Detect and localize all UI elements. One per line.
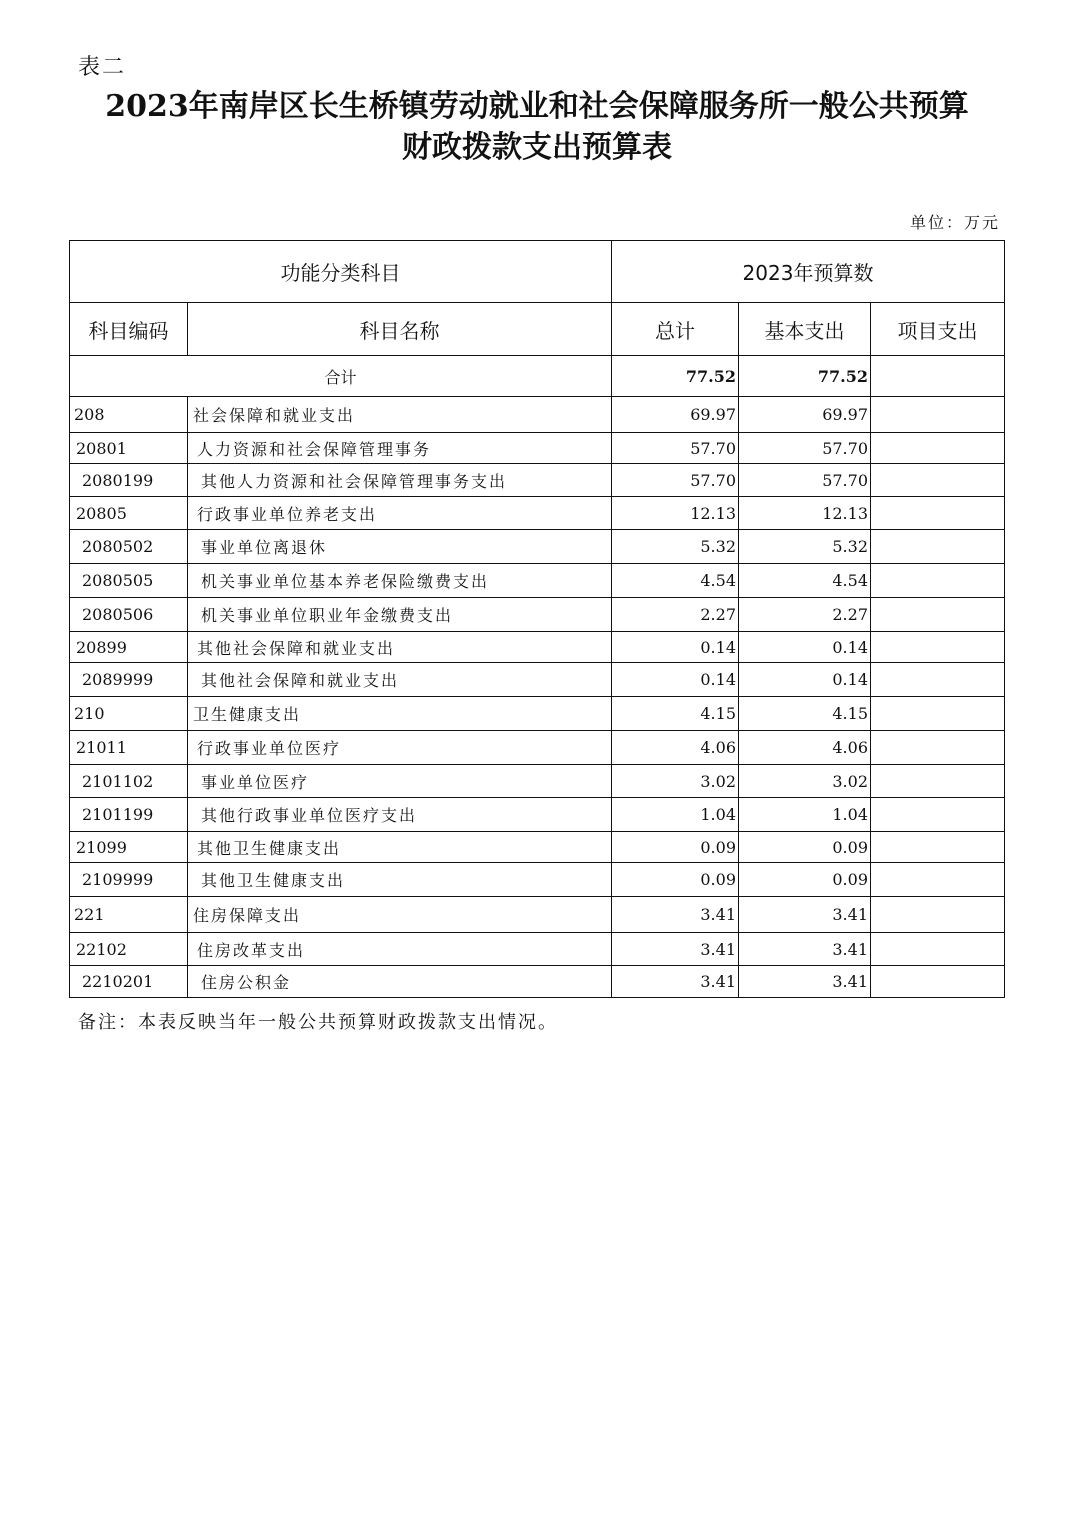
row-name: 卫生健康支出: [188, 697, 612, 731]
row-name: 住房改革支出: [188, 933, 612, 966]
row-basic: 5.32: [739, 530, 871, 564]
column-header-project: 项目支出: [871, 303, 1005, 356]
row-code: 20801: [70, 433, 188, 464]
row-code: 2080506: [70, 598, 188, 632]
table-body: [70, 397, 1005, 998]
table-row: [70, 433, 1005, 464]
column-header-code: 科目编码: [70, 303, 188, 356]
row-code: 221: [70, 897, 188, 933]
row-code: 21099: [70, 832, 188, 863]
row-project: [871, 397, 1005, 433]
row-basic: 3.02: [739, 765, 871, 798]
row-name: 事业单位医疗: [188, 765, 612, 798]
row-project: [871, 966, 1005, 998]
row-total: 4.06: [612, 731, 739, 765]
table-row: [70, 798, 1005, 832]
row-basic: 3.41: [739, 966, 871, 998]
row-basic: 4.54: [739, 564, 871, 598]
row-project: [871, 433, 1005, 464]
row-total: 0.14: [612, 632, 739, 663]
row-project: [871, 663, 1005, 697]
row-total: 69.97: [612, 397, 739, 433]
row-project: [871, 530, 1005, 564]
row-project: [871, 863, 1005, 897]
row-total: 3.41: [612, 933, 739, 966]
row-total: 3.41: [612, 966, 739, 998]
row-name: 住房公积金: [188, 966, 612, 998]
row-total: 2.27: [612, 598, 739, 632]
row-name: 其他行政事业单位医疗支出: [188, 798, 612, 832]
row-code: 20805: [70, 497, 188, 530]
row-basic: 3.41: [739, 897, 871, 933]
row-code: 2089999: [70, 663, 188, 697]
row-name: 其他卫生健康支出: [188, 832, 612, 863]
total-basic: 77.52: [739, 356, 871, 397]
column-header-basic: 基本支出: [739, 303, 871, 356]
row-code: 20899: [70, 632, 188, 663]
row-total: 5.32: [612, 530, 739, 564]
row-basic: 0.09: [739, 863, 871, 897]
row-name: 其他社会保障和就业支出: [188, 663, 612, 697]
row-name: 行政事业单位医疗: [188, 731, 612, 765]
row-project: [871, 632, 1005, 663]
row-basic: 57.70: [739, 433, 871, 464]
footnote: 备注：本表反映当年一般公共预算财政拨款支出情况。: [78, 1012, 558, 1033]
column-header-total: 总计: [612, 303, 739, 356]
row-total: 0.09: [612, 863, 739, 897]
column-header-row: [70, 303, 1005, 356]
table-row: [70, 765, 1005, 798]
budget-table: [69, 240, 1005, 998]
row-total: 0.14: [612, 663, 739, 697]
row-project: [871, 933, 1005, 966]
row-code: 2080505: [70, 564, 188, 598]
table-row: [70, 663, 1005, 697]
row-project: [871, 798, 1005, 832]
row-total: 1.04: [612, 798, 739, 832]
row-project: [871, 697, 1005, 731]
table-row: [70, 863, 1005, 897]
row-name: 人力资源和社会保障管理事务: [188, 433, 612, 464]
row-code: 2101102: [70, 765, 188, 798]
group-header-budget: 2023年预算数: [612, 241, 1005, 303]
row-total: 4.54: [612, 564, 739, 598]
table-row: [70, 397, 1005, 433]
row-basic: 0.09: [739, 832, 871, 863]
table-row: [70, 632, 1005, 663]
row-name: 机关事业单位基本养老保险缴费支出: [188, 564, 612, 598]
row-basic: 57.70: [739, 464, 871, 497]
row-project: [871, 832, 1005, 863]
row-total: 57.70: [612, 464, 739, 497]
total-total: 77.52: [612, 356, 739, 397]
row-basic: 69.97: [739, 397, 871, 433]
table-row: [70, 598, 1005, 632]
row-total: 0.09: [612, 832, 739, 863]
row-project: [871, 497, 1005, 530]
row-total: 3.41: [612, 897, 739, 933]
row-basic: 4.06: [739, 731, 871, 765]
table-row: [70, 832, 1005, 863]
row-name: 事业单位离退休: [188, 530, 612, 564]
table-row: [70, 933, 1005, 966]
row-name: 其他卫生健康支出: [188, 863, 612, 897]
row-project: [871, 897, 1005, 933]
unit-label: 单位：万元: [909, 213, 1000, 232]
row-name: 行政事业单位养老支出: [188, 497, 612, 530]
row-name: 其他社会保障和就业支出: [188, 632, 612, 663]
row-code: 2080502: [70, 530, 188, 564]
row-basic: 2.27: [739, 598, 871, 632]
row-code: 208: [70, 397, 188, 433]
page-title-line2: 财政拨款支出预算表: [402, 130, 672, 165]
page-title-line1: 2023年南岸区长生桥镇劳动就业和社会保障服务所一般公共预算: [105, 89, 969, 124]
row-project: [871, 765, 1005, 798]
row-code: 2210201: [70, 966, 188, 998]
row-project: [871, 598, 1005, 632]
row-code: 2101199: [70, 798, 188, 832]
column-header-name: 科目名称: [188, 303, 612, 356]
table-row: [70, 564, 1005, 598]
row-name: 社会保障和就业支出: [188, 397, 612, 433]
row-code: 21011: [70, 731, 188, 765]
total-project: [871, 356, 1005, 397]
group-header-row: [70, 241, 1005, 303]
row-basic: 4.15: [739, 697, 871, 731]
row-basic: 3.41: [739, 933, 871, 966]
row-basic: 1.04: [739, 798, 871, 832]
row-name: 其他人力资源和社会保障管理事务支出: [188, 464, 612, 497]
total-row: [70, 356, 1005, 397]
row-basic: 0.14: [739, 663, 871, 697]
table-row: [70, 530, 1005, 564]
row-basic: 12.13: [739, 497, 871, 530]
total-label: 合计: [70, 356, 612, 397]
row-basic: 0.14: [739, 632, 871, 663]
row-total: 4.15: [612, 697, 739, 731]
row-name: 机关事业单位职业年金缴费支出: [188, 598, 612, 632]
row-project: [871, 731, 1005, 765]
table-number-label: 表二: [78, 55, 127, 80]
table-row: [70, 497, 1005, 530]
row-project: [871, 564, 1005, 598]
group-header-functional: 功能分类科目: [70, 241, 612, 303]
row-total: 57.70: [612, 433, 739, 464]
row-code: 210: [70, 697, 188, 731]
table-row: [70, 966, 1005, 998]
row-total: 3.02: [612, 765, 739, 798]
row-code: 22102: [70, 933, 188, 966]
table-row: [70, 464, 1005, 497]
row-code: 2080199: [70, 464, 188, 497]
table-row: [70, 897, 1005, 933]
row-name: 住房保障支出: [188, 897, 612, 933]
row-project: [871, 464, 1005, 497]
table-row: [70, 697, 1005, 731]
row-total: 12.13: [612, 497, 739, 530]
table-row: [70, 731, 1005, 765]
row-code: 2109999: [70, 863, 188, 897]
